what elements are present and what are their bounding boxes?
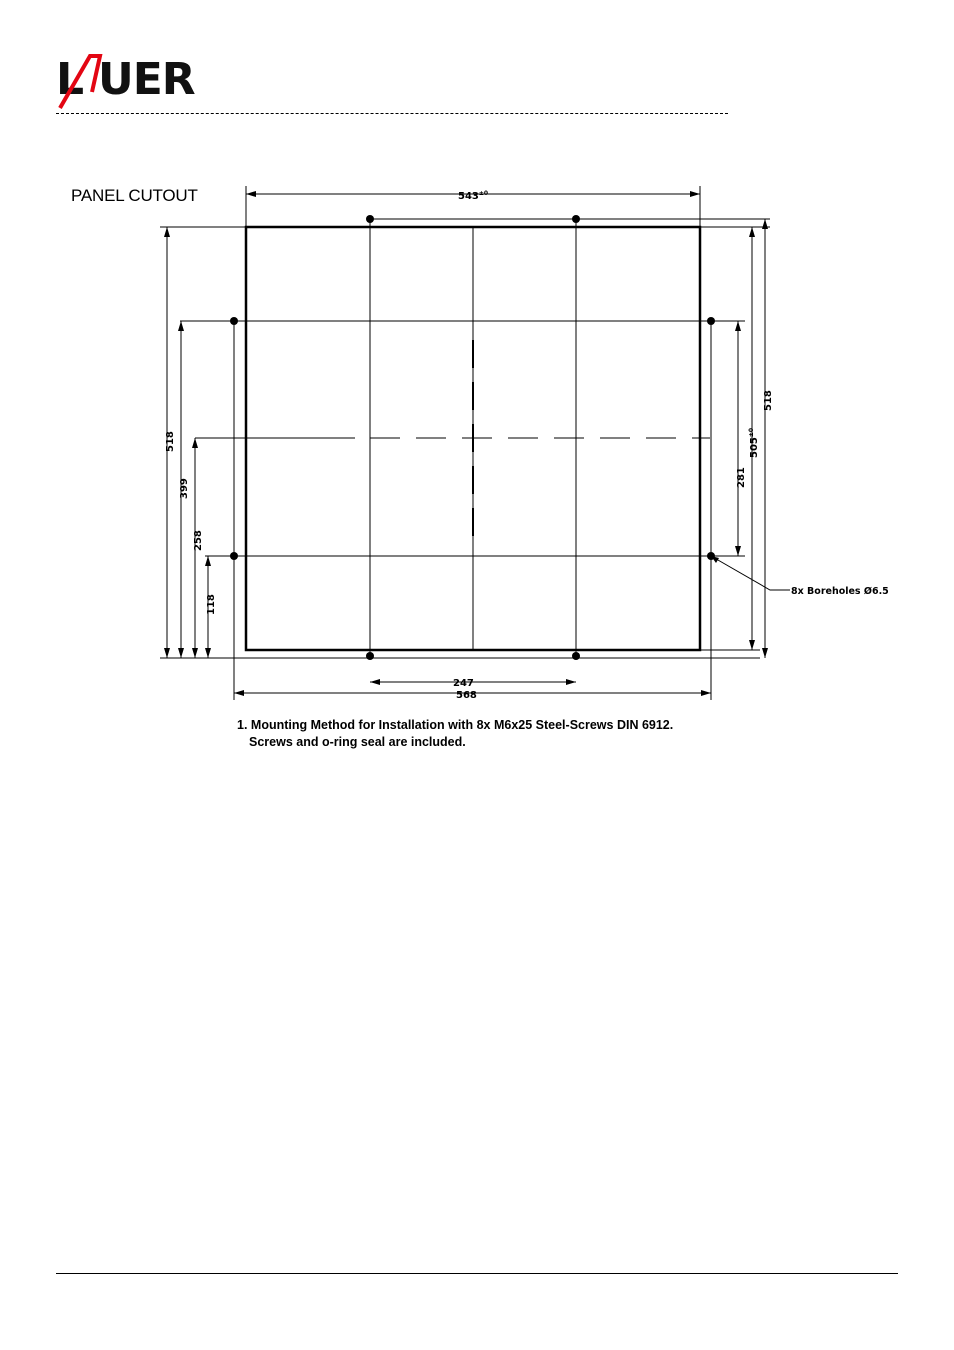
borehole [366,215,374,223]
note-line-2: Screws and o-ring seal are included. [249,735,466,749]
borehole [707,552,715,560]
borehole [572,215,580,223]
dim-right-518: 518 [763,390,774,411]
borehole [230,317,238,325]
borehole [230,552,238,560]
dim-top-width: $543^{\pm 0}$ [458,190,489,202]
dim-right-281: 281 [736,467,747,488]
footer-divider [56,1273,898,1274]
borehole [707,317,715,325]
dim-left-399: 399 [179,478,190,499]
borehole [366,652,374,660]
dim-left-118: 118 [206,594,217,615]
dim-left-258: 258 [193,530,204,551]
dim-left-518: 518 [165,431,176,452]
dim-bottom-568: 568 [456,690,477,701]
mounting-notes [237,717,673,751]
borehole-callout-leader [711,556,790,590]
dim-right-505: $505^{\pm 0}$ [748,427,760,458]
note-line-1: 1. Mounting Method for Installation with 8x M6x25 Steel-Screws DIN 6912. [237,718,674,732]
borehole-callout: 8x Boreholes Ø6.5 [791,586,889,597]
borehole [572,652,580,660]
svg-text:L: L [56,54,84,105]
drawing-title: PANEL CUTOUT [71,186,198,205]
dim-bottom-247: 247 [453,678,474,689]
svg-text:UER: UER [98,54,195,105]
